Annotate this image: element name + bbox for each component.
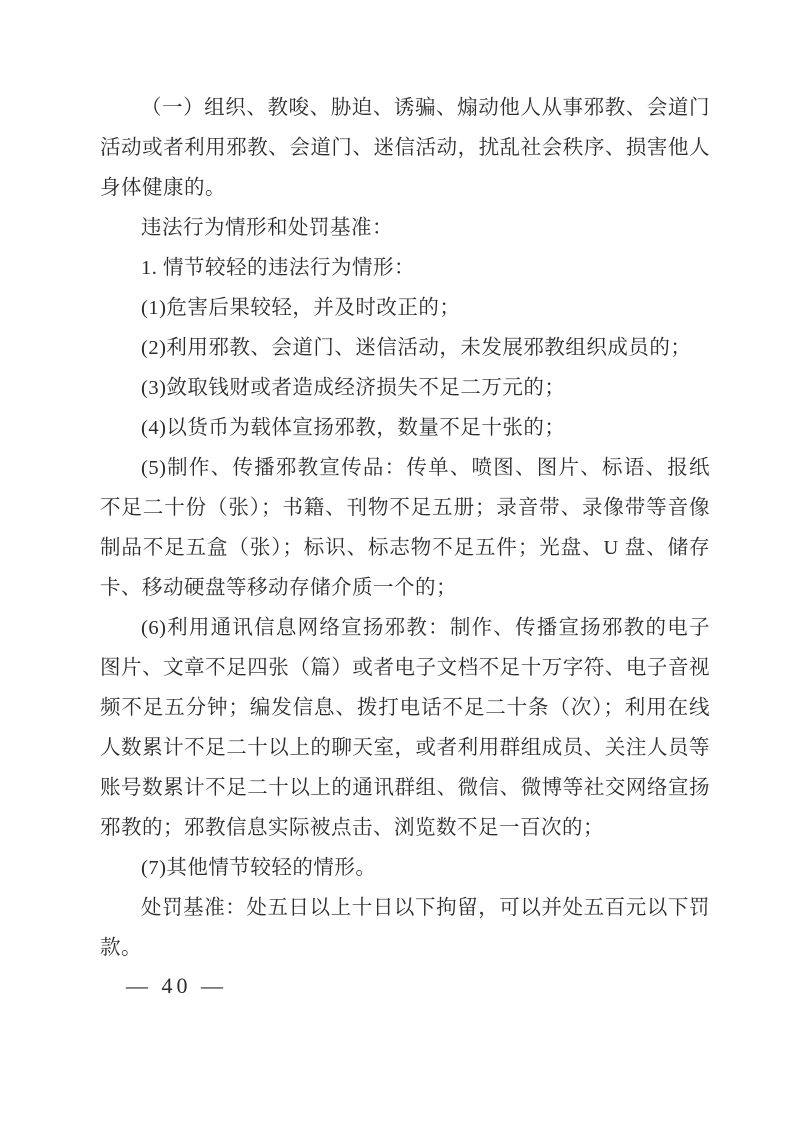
paragraph: (7)其他情节较轻的情形。 [141,857,377,879]
paragraph: (6)利用通讯信息网络宣扬邪教：制作、传播宣扬邪教的电子图片、文章不足四张（篇）或者电子文档不足十万字符、电子音视频不足五分钟；编发信息、拨打电话不足二十条（次）；利用在线人数累计不足二十以上的聊天室，或者利用群组成员、关注人员等账号数累计不足二十以上的通讯群组、微信、微博等社交网络宣扬邪教的；邪教信息实际被点击、浏览数不足一百次的； [100,617,710,839]
paragraph: 处罚基准：处五日以上十日以下拘留，可以并处五百元以下罚款。 [100,897,710,959]
paragraph: (3)敛取钱财或者造成经济损失不足二万元的； [141,377,566,399]
paragraph: (5)制作、传播邪教宣传品：传单、喷图、图片、标语、报纸不足二十份（张）；书籍、刊物不足五册；录音带、录像带等音像制品不足五盒（张）；标识、标志物不足五件；光盘、U 盘、储存卡、移动硬盘等移动存储介质一个的； [100,457,710,599]
paragraph: 1. 情节较轻的违法行为情形： [141,257,415,279]
paragraph: （一）组织、教唆、胁迫、诱骗、煽动他人从事邪教、会道门活动或者利用邪教、会道门、迷信活动，扰乱社会秩序、损害他人身体健康的。 [100,97,710,199]
paragraph: (1)危害后果较轻，并及时改正的； [141,297,461,319]
paragraph: (4)以货币为载体宣扬邪教，数量不足十张的； [141,417,566,439]
document-body [100,88,710,968]
paragraph: 违法行为情形和处罚基准： [141,217,393,239]
page-number: — 40 — [126,973,227,998]
paragraph: (2)利用邪教、会道门、迷信活动，未发展邪教组织成员的； [141,337,692,359]
